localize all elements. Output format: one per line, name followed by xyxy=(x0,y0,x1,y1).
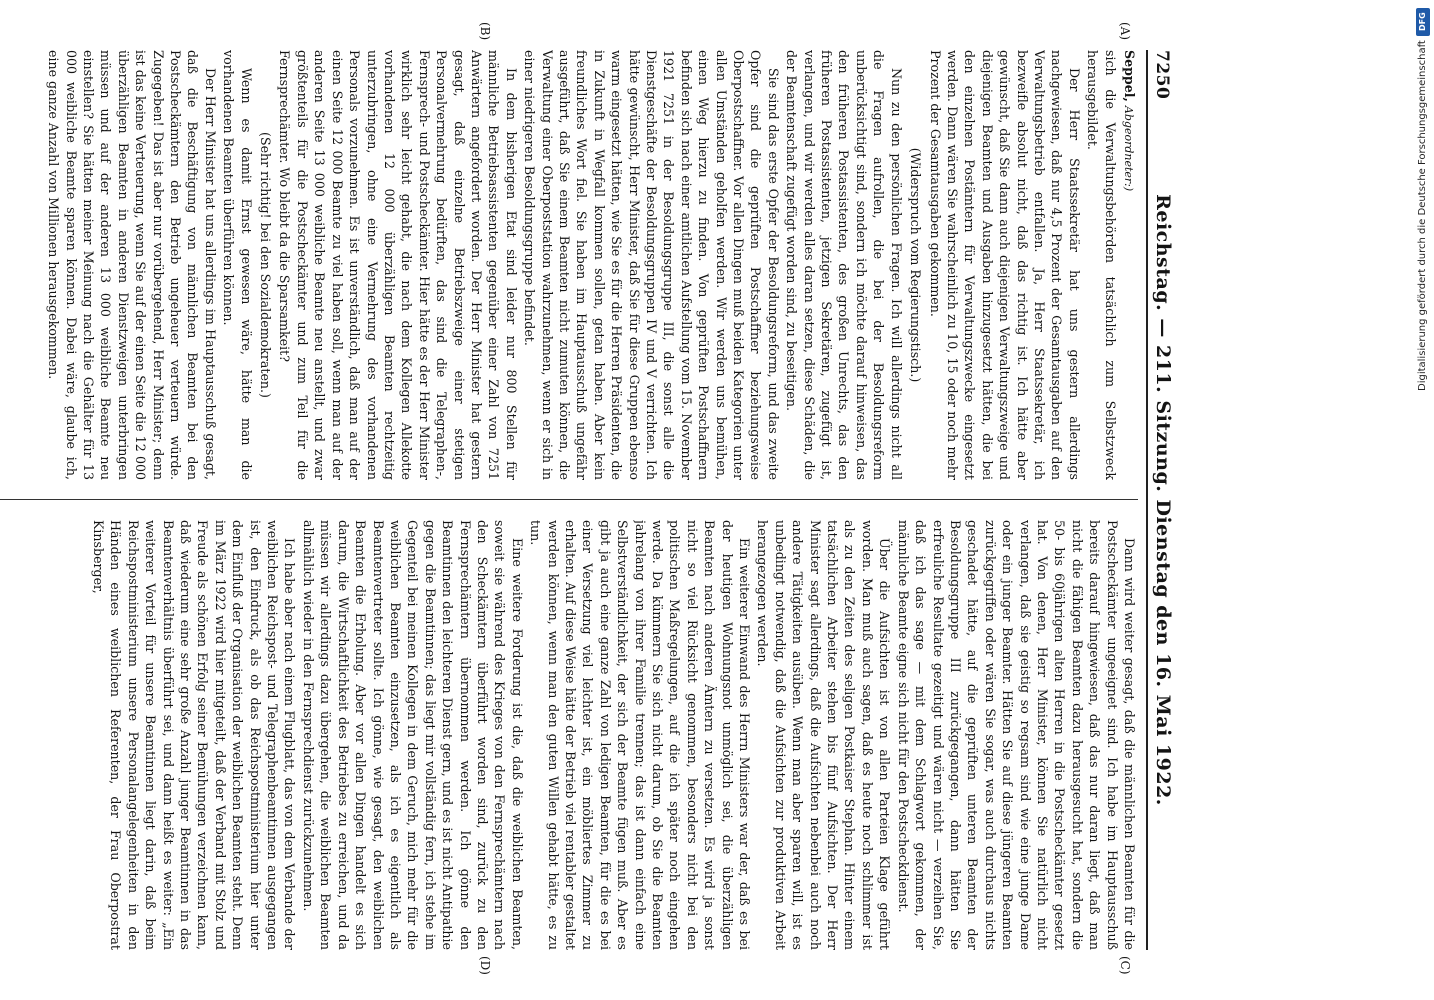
digitization-watermark: Digitalisierung gefördert durch die Deutsche Forschungsgemeinschaft xyxy=(1417,40,1428,391)
margin-marker-b: (B) xyxy=(478,22,492,41)
document-page xyxy=(0,20,1212,980)
page-header xyxy=(1152,50,1192,950)
margin-marker-d: (D) xyxy=(478,956,492,975)
paragraph: Der Herr Staatssekretär hat uns gestern allerdings nachgewiesen, daß nur 4,5 Prozent der Gesamtausgaben auf den Verwaltungsbetrieb entfallen. Ja, Herr Staatssekretär, ich bezweifle absolut nicht, daß das richtig ist. Ich hätte aber gewünscht, daß Sie dann auch diejenigen Verwaltungszweige und diejenigen Beamten und Ausgaben hinzugesetzt hätten, die bei den einzelnen Postämtern für Verwaltungszwecke eingesetzt werden. Dann wären Sie wahrscheinlich zu 10, 15 oder noch mehr Prozent der Gesamtausgaben gekommen. xyxy=(927,50,1082,480)
speaker-role: Abgeordneter:) xyxy=(1122,105,1135,192)
paragraph: Nun zu den persönlichen Fragen. Ich will allerdings nicht all die Fragen aufrollen, die bei der Besoldungsreform unberücksichtigt sind, sondern ich möchte darauf hinweisen, das den früheren Postassistenten, des großen Unrechts, das den früheren Postassistenten, jetzigen Sekretären, zugefügt ist, verlangen, und wir werden alles daran setzen, diese Schäden, die der Beamtenschaft zugefügt worden sind, zu beseitigen. xyxy=(784,50,904,480)
paragraph: Dann wird weiter gesagt, daß die männlichen Beamten für die Postscheckämter ungeeignet sind. Ich habe im Hauptausschuß bereits darauf hingewiesen, daß das nur daran liegt, daß man nicht die fähigen Beamten dazu herausgesucht hat, sondern die 50- bis 60jährigen alten Herren in die Postscheckämter gesetzt hat. Von denen, Herr Minister, können Sie natürlich nicht verlangen, daß sie geistig so regsam sind wie eine junge Dame oder ein junger Beamter. Hätten Sie auf diese jüngeren Beamten zurückgegriffen oder wären Sie sogar, was auch durchaus nichts geschadet hätte, auf die geprüften unteren Beamten der Besoldungsgruppe III zurückgegangen, dann hätten Sie erfreuliche Resultate gezeitigt und wären nicht — verzeihen Sie, daß ich das sage — mit dem Schlagwort gekommen, der männliche Beamte eigne sich nicht für den Postscheckdienst. xyxy=(895,520,1137,950)
margin-marker-c: (C) xyxy=(1118,956,1132,975)
paragraph: Wenn es damit Ernst gewesen wäre, hätte man die vorhandenen Beamten überführen können. xyxy=(221,50,254,480)
interjection: (Widerspruch vom Regierungstisch.) xyxy=(908,147,924,383)
speaker-name: Seppel, xyxy=(1122,50,1137,102)
margin-marker-a: (A) xyxy=(1118,22,1132,41)
speaker-line xyxy=(1120,50,1138,480)
dfg-logo xyxy=(1416,8,1430,36)
header-rule xyxy=(1146,50,1148,950)
column-divider xyxy=(0,499,1138,500)
paragraph: Eine weitere Forderung ist die, daß die weiblichen Beamten, soweit sie während des Krieges von den Fernsprechämtern nach den Scheckämtern überführt worden sind, zurück zu den Fernsprechämtern übernommen werden. Ich gönne den Beamtinnen den leichteren Dienst gern, und es ist nicht Antipathie gegen die Beamtinnen; das liegt mir vollständig fern, ich stehe im Gegenteil bei meinen Kollegen in dem Geruch, mich mehr für die weiblichen Beamten einzusetzen, als ich es eigentlich als Beamtenvertreter sollte. Ich gönne, wie gesagt, den weiblichen Beamten die Erholung. Aber vor allen Dingen handelt es sich darum, die Wirtschaftlichkeit des Betriebes zu erreichen, und da müssen wir allerdings dazu übergehen, die weiblichen Beamten allmählich wieder in den Fernsprechdienst zurückzunehmen. xyxy=(300,520,525,950)
dfg-logo-text: DFG xyxy=(1418,12,1427,32)
right-column xyxy=(0,520,1138,950)
paragraph: In dem bisherigen Etat sind leider nur 800 Stellen für männliche Betriebsassistenten gegenüber einer Zahl von 7251 Anwärtern angefordert worden. Der Herr Minister hat gestern gesagt, daß einzelne Betriebszweige einer stetigen Personalvermehrung bedürften, das sind die Telegraphen-, Fernsprech- und Postscheckämter. Hier hätte es der Herr Minister wirklich sehr leicht gehabt, die nach dem Kollegen Allekotte vorhandenen 12 000 überzähligen Beamten rechtzeitig unterzubringen, ohne eine Vermehrung des vorhandenen Personals vorzunehmen. Es ist unverständlich, daß man auf der einen Seite 12 000 Beamte zu viel haben soll, wenn man auf der anderen Seite 13 000 weibliche Beamte neu anstellt, und zwar größtenteils für die Postscheckämter und zum Teil für die Fernsprechämter. Wo bleibt da die Sparsamkeit? xyxy=(277,50,519,480)
paragraph: sich die Verwaltungsbehörden tatsächlich zum Selbstzweck herausgebildet. xyxy=(1085,50,1118,480)
page-number: 7250 xyxy=(1152,50,1172,100)
paragraph: Ein weiterer Einwand des Herrn Ministers war der, daß es bei der heutigen Wohnungsnot unmöglich sei, die überzähligen Beamten nach anderen Ämtern zu versetzen. Es wird ja sonst nicht so viel Rücksicht genommen, besonders nicht bei den politischen Maßregelungen, auf die ich später noch eingehen werde. Da kümmern Sie sich nicht darum, ob Sie die Beamten jahrelang von ihrer Familie trennen; das ist dann einfach eine Selbstverständlichkeit, der sich der Beamte fügen muß. Aber es gibt ja auch eine ganze Zahl von ledigen Beamten, für die es bei einer Versetzung viel leichter ist, ein möbliertes Zimmer zu erhalten. Auf diese Weise hätte der Betrieb viel rentabler gestaltet werden können, wenn man den guten Willen gehabt hätte, es zu tun. xyxy=(528,520,753,950)
paragraph: Ich habe aber nach einem Flugblatt, das von dem Verbande der weiblichen Reichspost- und Telegraphenbeamtinnen ausgegangen ist, den Eindruck, als ob das Reichspostministerium hier unter dem Einfluß der Organisation der weiblichen Beamten steht. Denn im März 1922 wird hier mitgeteilt, daß der Verband mit Stolz und Freude als schönen Erfolg seiner Bemühungen verzeichnen kann, daß wiederum eine sehr große Anzahl junger Beamtinnen in das Beamtenverhältnis überführt sei, und dann heißt es weiter: „Ein weiterer Vorteil für unsere Beamtinnen liegt darin, daß beim Reichspostministerium unsere Personalangelegenheiten in den Händen eines weiblichen Referenten, der Frau Oberpostrat Kinsberger, xyxy=(91,520,298,950)
left-column xyxy=(0,50,1138,480)
page-title: Reichstag. — 211. Sitzung. Dienstag den 16. Mai 1922. xyxy=(1152,194,1174,806)
paragraph: Über die Aufsichten ist von allen Parteien Klage geführt worden. Man muß auch sagen, daß es heute noch schlimmer ist als zu den Zeiten des seligen Postkaiser Stephan. Hinter einem tatsächlichen Arbeiter stehen bis fünf Aufsichten. Der Herr Minister sagt allerdings, daß die Aufsichten nebenbei auch noch andere Tätigkeiten ausüben. Wenn man aber sparen will, ist es unbedingt notwendig, daß die Aufsichten zur produktiven Arbeit herangezogen werden. xyxy=(755,520,893,950)
interjection: (Sehr richtig! bei den Sozialdemokraten.) xyxy=(258,132,274,398)
paragraph: Der Herr Minister hat uns allerdings im Hauptausschuß gesagt, daß die Beschäftigung von männlichen Beamten bei den Postscheckämtern den Betrieb ungeheuer verteuern würde. Zugegeben! Das ist aber nur vorübergehend, Herr Minister; denn ist das keine Verteuerung, wenn Sie auf der einen Seite die 12 000 überzähligen Beamten in anderen Dienstzweigen unterbringen müssen und auf der anderen 13 000 weibliche Beamte neu einstellen? Sie hätten meiner Meinung nach die Gehälter für 13 000 weibliche Beamte sparen können. Dabei wäre, glaube ich, eine ganze Anzahl von Millionen herausgekommen. xyxy=(46,50,218,480)
paragraph: Sie sind das erste Opfer der Besoldungsreform, und das zweite Opfer sind die geprüften Postschaffner beziehungsweise Oberpostschaffner. Vor allen Dingen muß beiden Kategorien unter allen Umständen geholfen werden. Wir werden uns bemühen, einen Weg hierzu zu finden. Von geprüften Postschaffnern befinden sich nach einer amtlichen Aufstellung vom 15. November 1921 7251 in der Besoldungsgruppe III, die sonst alle die Dienstgeschäfte der Besoldungsgruppen IV und V verrichten. Ich hätte gewünscht, Herr Minister, daß Sie für diese Gruppen ebenso warm eingesetzt hätten, wie Sie es für die Herren Präsidenten, die in Zukunft in Wegfall kommen sollen, getan haben. Aber kein freundliches Wort fiel. Sie haben im Hauptausschuß ungefähr ausgeführt, daß Sie einem Beamten nicht zumuten können, die Verwaltung einer Oberpoststation wahrzunehmen, wenn er sich in einer niedrigeren Besoldungsgruppe befindet. xyxy=(522,50,781,480)
